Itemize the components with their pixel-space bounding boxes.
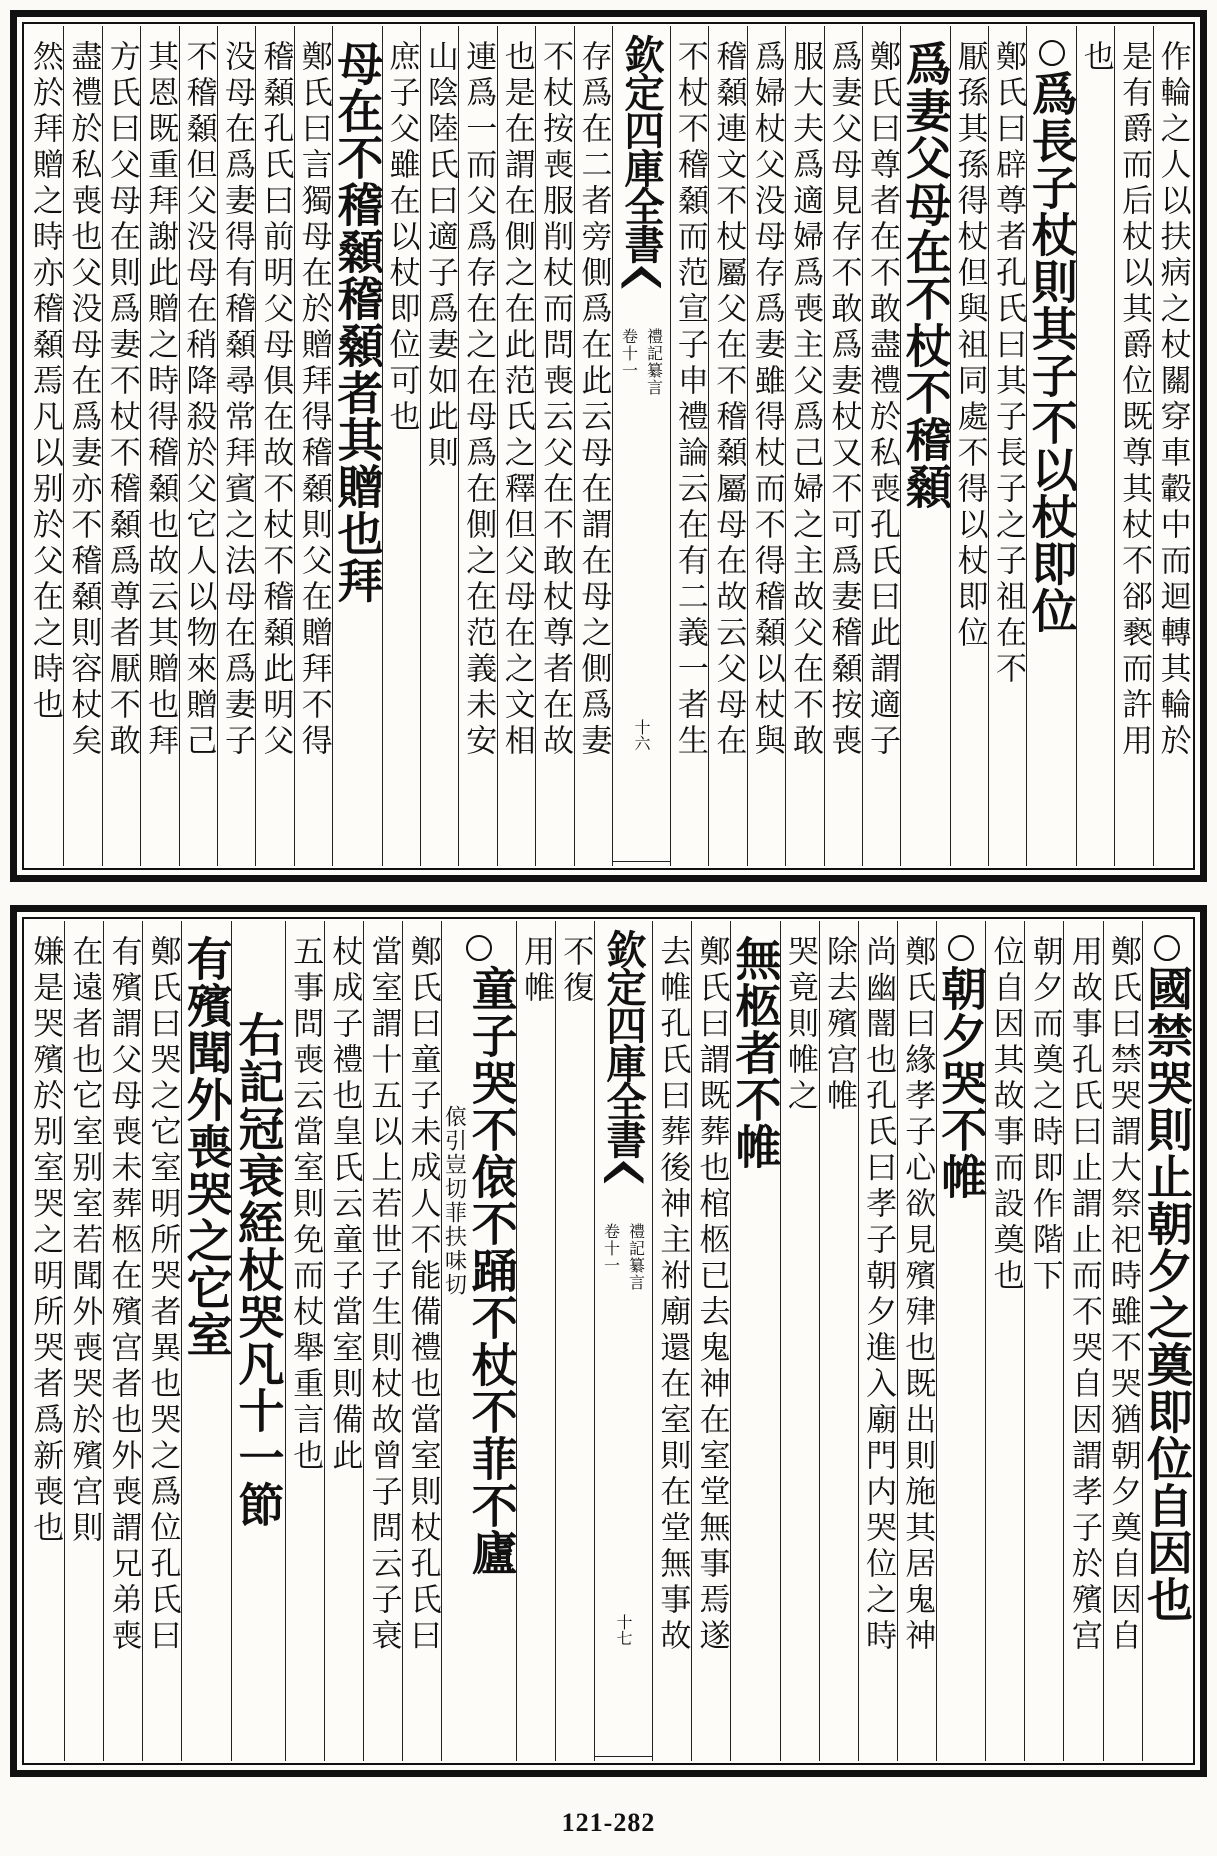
text-column: 不復 xyxy=(555,921,594,1761)
text-column: 用故事孔氏曰止謂止而不哭自因謂孝子於殯宫 xyxy=(1063,921,1102,1761)
book-title: 欽定四庫全書 xyxy=(617,34,665,262)
text-column: 尚幽闇也孔氏曰孝子朝夕進入廟門内哭位之時 xyxy=(858,921,897,1761)
circle-mark-icon xyxy=(1154,935,1180,961)
text-column: 服大夫爲適婦爲喪主父爲己婦之主故父在不敢 xyxy=(785,26,823,866)
text-column: 位自因其故事而設奠也 xyxy=(985,921,1024,1761)
text-column: 連爲一而父爲存在之在母爲在側之在范義未安 xyxy=(458,26,496,866)
folio-number: 十七 xyxy=(614,1614,634,1646)
text-column: 朝夕而奠之時即作階下 xyxy=(1024,921,1063,1761)
text-column: 用帷 xyxy=(516,921,555,1761)
text-column: 哭竟則帷之 xyxy=(780,921,819,1761)
fishtail-mark-icon xyxy=(604,1161,644,1199)
fishtail-mark-icon xyxy=(621,266,661,304)
text-column: 當室謂十五以上若世子生則杖故曾子問云子衰 xyxy=(363,921,402,1761)
section-summary-column: 右記冠衰絰杖哭凡十一節 xyxy=(231,921,285,1761)
circle-mark-icon xyxy=(466,935,492,961)
text-column: 不稽顙但父没母在稍降殺於父它人以物來贈己 xyxy=(179,26,217,866)
text-column: 鄭氏曰哭之它室明所哭者異也哭之爲位孔氏曰 xyxy=(142,921,181,1761)
heading-column: 朝夕哭不帷 xyxy=(936,921,985,1761)
heading-column: 爲妻父母在不杖不稽顙 xyxy=(900,26,949,866)
text-column: 鄭氏曰辟尊者孔氏曰其子長子之子祖在不 xyxy=(988,26,1026,866)
text-column: 在遠者也它室别室若聞外喪哭於殯宫則 xyxy=(64,921,103,1761)
heading-column: 國禁哭則止朝夕之奠即位自因也 xyxy=(1142,921,1191,1761)
top-page xyxy=(10,10,1207,882)
folio-number: 十六 xyxy=(631,719,651,751)
bottom-page xyxy=(10,905,1207,1777)
heading-column: 爲長子杖則其子不以杖即位 xyxy=(1026,26,1075,866)
text-column: 没母在爲妻得有稽顙尋常拜賓之法母在爲妻子 xyxy=(217,26,255,866)
text-column: 作輪之人以扶病之杖關穿車轂中而迴轉其輪於 xyxy=(1153,26,1191,866)
text-column: 鄭氏曰謂既葬也棺柩已去鬼神在室堂無事焉遂 xyxy=(691,921,730,1761)
text-column: 鄭氏曰童子未成人不能備禮也當室則杖孔氏曰 xyxy=(402,921,441,1761)
sub-title: 禮記纂言 xyxy=(644,328,664,396)
book-title: 欽定四庫全書 xyxy=(600,929,648,1157)
volume-label: 卷十一 xyxy=(601,1223,621,1274)
top-columns xyxy=(26,26,1191,866)
text-column: 厭孫其孫得杖但與祖同處不得以杖即位 xyxy=(950,26,988,866)
text-column: 鄭氏曰禁哭謂大祭祀時雖不哭猶朝夕奠自因自 xyxy=(1103,921,1142,1761)
text-column: 其恩既重拜謝此贈之時得稽顙也故云其贈也拜 xyxy=(140,26,178,866)
text-column: 不杖不稽顙而范宣子申禮論云在有二義一者生 xyxy=(670,26,708,866)
text-column: 不杖按喪服削杖而問喪云父在不敢杖尊者在故 xyxy=(535,26,573,866)
text-column: 五事問喪云當室則免而杖舉重言也 xyxy=(285,921,324,1761)
heading-column: 有殯聞外喪哭之它室 xyxy=(181,921,230,1761)
circle-mark-icon xyxy=(948,935,974,961)
page-number: 121-282 xyxy=(561,1808,656,1837)
text-column: 方氏曰父母在則爲妻不杖不稽顙爲尊者厭不敢 xyxy=(102,26,140,866)
text-column: 山陰陸氏曰適子爲妻如此則 xyxy=(420,26,458,866)
text-column: 盡禮於私喪也父没母在爲妻亦不稽顙則容杖矣 xyxy=(63,26,101,866)
center-header xyxy=(594,921,652,1761)
text-column: 庶子父雖在以杖即位可也 xyxy=(382,26,420,866)
text-column: 去帷孔氏曰葬後神主祔廟還在室則在堂無事故 xyxy=(652,921,691,1761)
text-column: 爲婦杖父没母存爲妻雖得杖而不得稽顙以杖與 xyxy=(747,26,785,866)
text-column: 除去殯宫帷 xyxy=(819,921,858,1761)
text-column: 也是在謂在側之在此范氏之釋但父母在之文相 xyxy=(497,26,535,866)
bottom-columns xyxy=(26,921,1194,1761)
text-column: 爲妻父母見存不敢爲妻杖又不可爲妻稽顙按喪 xyxy=(824,26,862,866)
circle-mark-icon xyxy=(1039,40,1065,66)
text-column: 稽顙孔氏曰前明父母俱在故不杖不稽顙此明父 xyxy=(255,26,293,866)
heading-column: 無柩者不帷 xyxy=(730,921,779,1761)
text-column: 是有爵而后杖以其爵位既尊其杖不郤褻而許用 xyxy=(1114,26,1152,866)
text-column: 鄭氏曰緣孝子心欲見殯肂也既出則施其居鬼神 xyxy=(897,921,936,1761)
text-column: 然於拜贈之時亦稽顙焉凡以别於父在之時也 xyxy=(26,40,63,724)
heading-column: 童子哭不偯不踊不杖不菲不廬 偯引豈切菲扶味切 xyxy=(441,921,515,1761)
center-header xyxy=(612,26,670,866)
heading-column: 母在不稽顙稽顙者其贈也拜 xyxy=(332,26,381,866)
text-column: 嫌是哭殯於别室哭之明所哭者爲新喪也 xyxy=(27,935,64,1547)
sub-title: 禮記纂言 xyxy=(626,1223,646,1291)
text-column: 稽顙連文不杖屬父在不稽顙屬母在故云父母在 xyxy=(708,26,746,866)
text-column: 有殯謂父母喪未葬柩在殯宫者也外喪謂兄弟喪 xyxy=(103,921,142,1761)
text-column: 也 xyxy=(1076,26,1114,866)
volume-label: 卷十一 xyxy=(619,328,639,379)
text-column: 鄭氏曰尊者在不敢盡禮於私喪孔氏曰此謂適子 xyxy=(862,26,900,866)
text-column: 鄭氏曰言獨母在於贈拜得稽顙則父在贈拜不得 xyxy=(294,26,332,866)
text-column: 杖成子禮也皇氏云童子當室則備此 xyxy=(324,921,363,1761)
text-column: 存爲在二者旁側爲在此云母在謂在母之側爲妻 xyxy=(574,26,612,866)
pronunciation-note: 偯引豈切菲扶味切 xyxy=(441,1105,467,1297)
